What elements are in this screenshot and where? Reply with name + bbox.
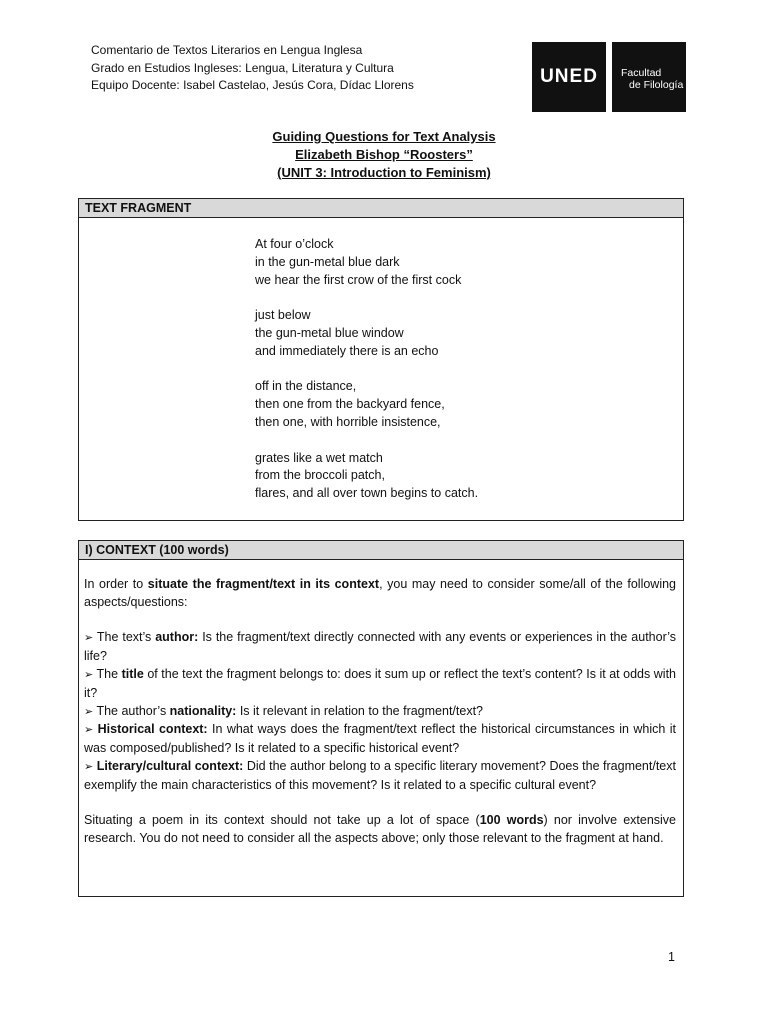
context-heading: I) CONTEXT (100 words) bbox=[79, 541, 683, 560]
arrow-bullet-icon: ➢ bbox=[84, 668, 94, 681]
context-question bbox=[84, 721, 676, 758]
closing-text: Situating a poem in its context should not take up a lot of space ( bbox=[84, 813, 480, 828]
title-line1: Guiding Questions for Text Analysis bbox=[272, 129, 496, 144]
question-text: The text’s bbox=[96, 630, 156, 645]
poem-line: and immediately there is an echo bbox=[255, 343, 439, 358]
poem-stanza bbox=[255, 450, 478, 503]
closing-emphasis: 100 words bbox=[479, 813, 544, 828]
context-body bbox=[84, 576, 676, 848]
question-keyword: Literary/cultural context: bbox=[96, 758, 244, 773]
arrow-bullet-icon: ➢ bbox=[84, 760, 94, 773]
text-fragment-heading: TEXT FRAGMENT bbox=[79, 199, 683, 218]
arrow-bullet-icon: ➢ bbox=[84, 632, 94, 645]
poem-line: flares, and all over town begins to catch. bbox=[255, 486, 479, 501]
poem-line: At four o’clock bbox=[255, 237, 334, 251]
page-number: 1 bbox=[668, 950, 675, 964]
context-question bbox=[84, 758, 676, 795]
intro-emphasis: situate the fragment/text in its context bbox=[147, 577, 380, 591]
arrow-bullet-icon: ➢ bbox=[84, 705, 94, 718]
title-line2: Elizabeth Bishop “Roosters” bbox=[295, 147, 473, 162]
context-question bbox=[84, 666, 676, 703]
course-header bbox=[91, 42, 414, 95]
degree-title: Grado en Estudios Ingleses: Lengua, Literatura y Cultura bbox=[91, 60, 394, 75]
faculty-line2: de Filología bbox=[629, 79, 684, 91]
poem-line: we hear the first crow of the first cock bbox=[255, 272, 462, 287]
uned-wordmark: UNED bbox=[532, 42, 606, 112]
title-line3: (UNIT 3: Introduction to Feminism) bbox=[277, 165, 491, 180]
context-intro bbox=[84, 576, 676, 612]
context-question bbox=[84, 703, 676, 722]
intro-text: In order to bbox=[84, 577, 148, 591]
poem-line: just below bbox=[255, 308, 311, 323]
question-keyword: title bbox=[121, 666, 144, 681]
poem-line: the gun-metal blue window bbox=[255, 325, 404, 340]
question-text: In what ways does the fragment/text reflect the historical circumstances in which it was composed/published? Is it related to a specific historical event? bbox=[84, 722, 676, 756]
poem-line: from the broccoli patch, bbox=[255, 468, 385, 483]
question-text: The author’s bbox=[96, 703, 170, 718]
faculty-line1: Facultad bbox=[621, 67, 662, 79]
poem-line: in the gun-metal blue dark bbox=[255, 254, 400, 269]
poem-line: then one, with horrible insistence, bbox=[255, 414, 441, 429]
poem-line: off in the distance, bbox=[255, 379, 357, 394]
teaching-team: Equipo Docente: Isabel Castelao, Jesús Cora, Dídac Llorens bbox=[91, 78, 414, 92]
course-title: Comentario de Textos Literarios en Lengua Inglesa bbox=[91, 43, 363, 57]
arrow-bullet-icon: ➢ bbox=[84, 724, 94, 737]
context-question bbox=[84, 629, 676, 666]
uned-logo bbox=[532, 42, 686, 112]
poem-fragment bbox=[255, 236, 478, 503]
question-keyword: author: bbox=[155, 630, 199, 645]
question-text: of the text the fragment belongs to: does it sum up or reflect the text’s content? Is it at odds with it? bbox=[84, 666, 677, 700]
question-keyword: nationality: bbox=[169, 703, 237, 718]
poem-stanza bbox=[255, 378, 478, 431]
context-closing bbox=[84, 812, 676, 848]
question-text: Is the fragment/text directly connected with any events or experiences in the author’s life? bbox=[84, 630, 676, 664]
question-text: The bbox=[96, 666, 122, 681]
intro-text-end: , you may need to consider some/all of the following aspects/questions: bbox=[84, 577, 677, 609]
question-keyword: Historical context: bbox=[97, 722, 208, 737]
poem-line: then one from the backyard fence, bbox=[255, 397, 445, 412]
poem-stanza bbox=[255, 236, 478, 289]
question-text: Is it relevant in relation to the fragment/text? bbox=[236, 703, 483, 718]
document-title bbox=[0, 128, 768, 182]
closing-text-end: ) nor involve extensive research. You do not need to consider all the aspects above; only those relevant to the fragment at hand. bbox=[84, 813, 677, 846]
question-text: Did the author belong to a specific literary movement? Does the fragment/text exemplify the main characteristics of this movement? Is it related to a specific cultural event? bbox=[84, 758, 676, 792]
poem-stanza bbox=[255, 307, 478, 360]
faculty-label bbox=[612, 42, 686, 112]
poem-line: grates like a wet match bbox=[255, 450, 383, 465]
